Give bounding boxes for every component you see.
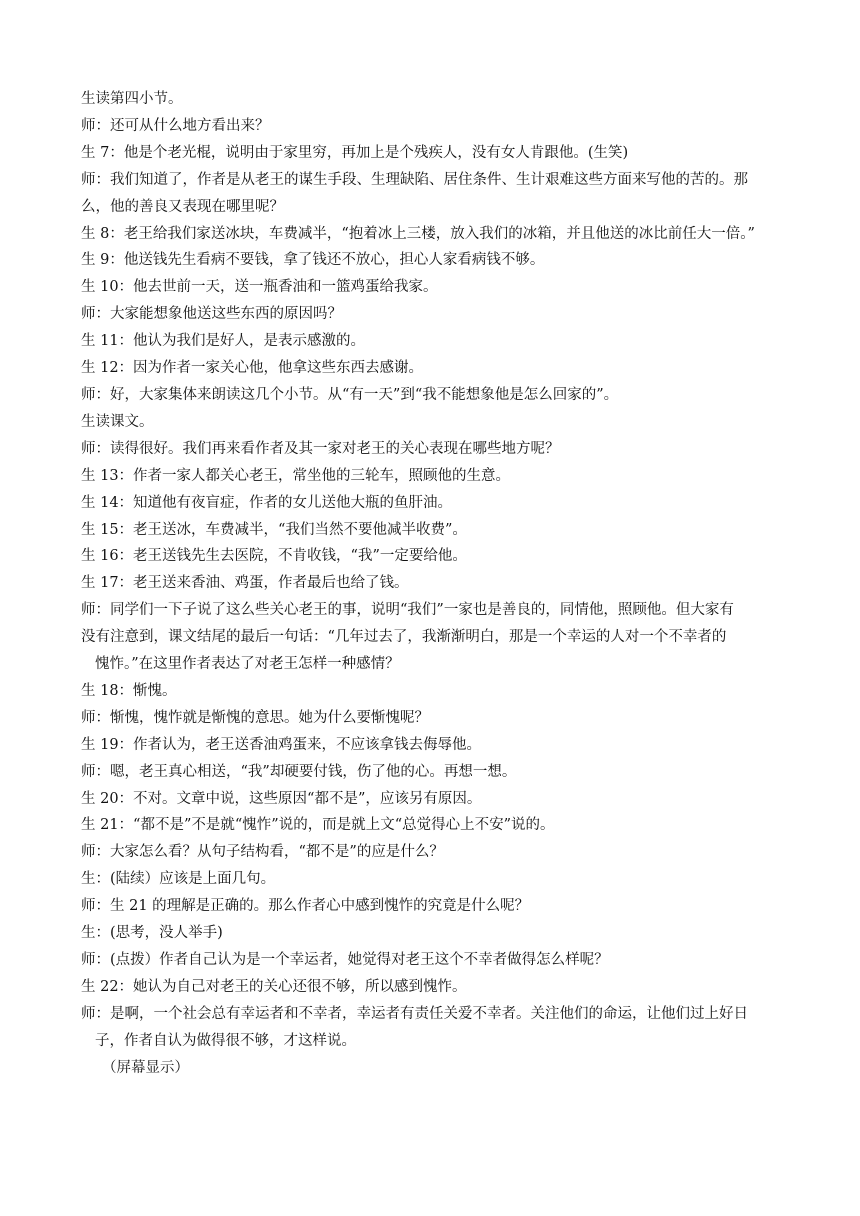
text-line: 师：大家怎么看？从句子结构看，“都不是”的应是什么？ [81,844,444,861]
text-line: 生 11：他认为我们是好人，是表示感激的。 [81,333,366,350]
text-line: 生 8：老王给我们家送冰块，车费减半，“抱着冰上三楼，放入我们的冰箱，并且他送的冰比前任大一倍。” [81,225,755,242]
text-line: 生读第四小节。 [81,91,183,107]
text-line: 愧怍。”在这里作者表达了对老王怎样一种感情？ [95,656,400,673]
transcript-body [81,86,781,1082]
text-line: 生 17：老王送来香油、鸡蛋，作者最后也给了钱。 [81,575,409,592]
text-line: 师：读得很好。我们再来看作者及其一家对老王的关心表现在哪些地方呢？ [81,440,560,457]
text-line: 生 20：不对。文章中说，这些原因“都不是”，应该另有原因。 [81,790,482,807]
text-line: 师：是啊，一个社会总有幸运者和不幸者，幸运者有责任关爱不幸者。关注他们的命运，让他们过上好日 [81,1005,748,1022]
text-line: 生 12：因为作者一家关心他，他拿这些东西去感谢。 [81,360,424,377]
text-line: 没有注意到，课文结尾的最后一句话：“几年过去了，我渐渐明白，那是一个幸运的人对一个不幸者的 [81,629,727,646]
text-line: 生 14：知道他有夜盲症，作者的女儿送他大瓶的鱼肝油。 [81,494,453,511]
text-line: 生 13：作者一家人都关心老王，常坐他的三轮车，照顾他的生意。 [81,467,511,484]
text-line: 生读课文。 [81,413,154,430]
text-line: 师：好，大家集体来朗读这几个小节。从“有一天”到“我不能想象他是怎么回家的”。 [81,386,619,403]
text-line: 生：(思考，没人举手) [81,925,223,942]
text-line: 生 16：老王送钱先生去医院，不肯收钱，“我”一定要给他。 [81,548,467,565]
text-line: 师：我们知道了，作者是从老王的谋生手段、生理缺陷、居住条件、生计艰难这些方面来写他的苦的。那 [81,171,748,188]
text-line: 师：还可从什么地方看出来？ [81,117,270,134]
text-line: 师：嗯，老王真心相送，“我”却硬要付钱，伤了他的心。再想一想。 [81,763,517,780]
text-line: 生 9：他送钱先生看病不要钱，拿了钱还不放心，担心人家看病钱不够。 [81,252,545,269]
text-line: 生 7：他是个老光棍，说明由于家里穷，再加上是个残疾人，没有女人肯跟他。(生笑) [81,144,629,161]
text-line: 师：生 21 的理解是正确的。那么作者心中感到愧怍的究竟是什么呢？ [81,898,530,915]
text-line: 生 18：惭愧。 [81,682,177,699]
text-line: 师：惭愧，愧怍就是惭愧的意思。她为什么要惭愧呢？ [81,709,429,726]
text-line: 子，作者自认为做得很不够，才这样说。 [95,1032,356,1049]
text-line: 生 19：作者认为，老王送香油鸡蛋来，不应该拿钱去侮辱他。 [81,736,482,753]
text-line: 生 22：她认为自己对老王的关心还很不够，所以感到愧怍。 [81,978,467,995]
text-line: 么，他的善良又表现在哪里呢？ [81,198,284,215]
text-line: 师：大家能想象他送这些东西的原因吗？ [81,306,342,323]
text-line: 师：同学们一下子说了这么些关心老王的事，说明“我们”一家也是善良的，同情他，照顾他。但大家有 [81,602,734,619]
text-line: 生 15：老王送冰，车费减半，“我们当然不要他减半收费”。 [81,521,467,538]
text-line: （屏幕显示） [102,1059,189,1076]
text-line: 生 10：他去世前一天，送一瓶香油和一篮鸡蛋给我家。 [81,279,438,296]
text-line: 师：(点拨）作者自己认为是一个幸运者，她觉得对老王这个不幸者做得怎么样呢？ [81,952,609,968]
text-line: 生：(陆续）应该是上面几句。 [81,871,276,888]
text-line: 生 21：“都不是”不是就“愧怍”说的，而是就上文“总觉得心上不安”说的。 [81,817,555,834]
